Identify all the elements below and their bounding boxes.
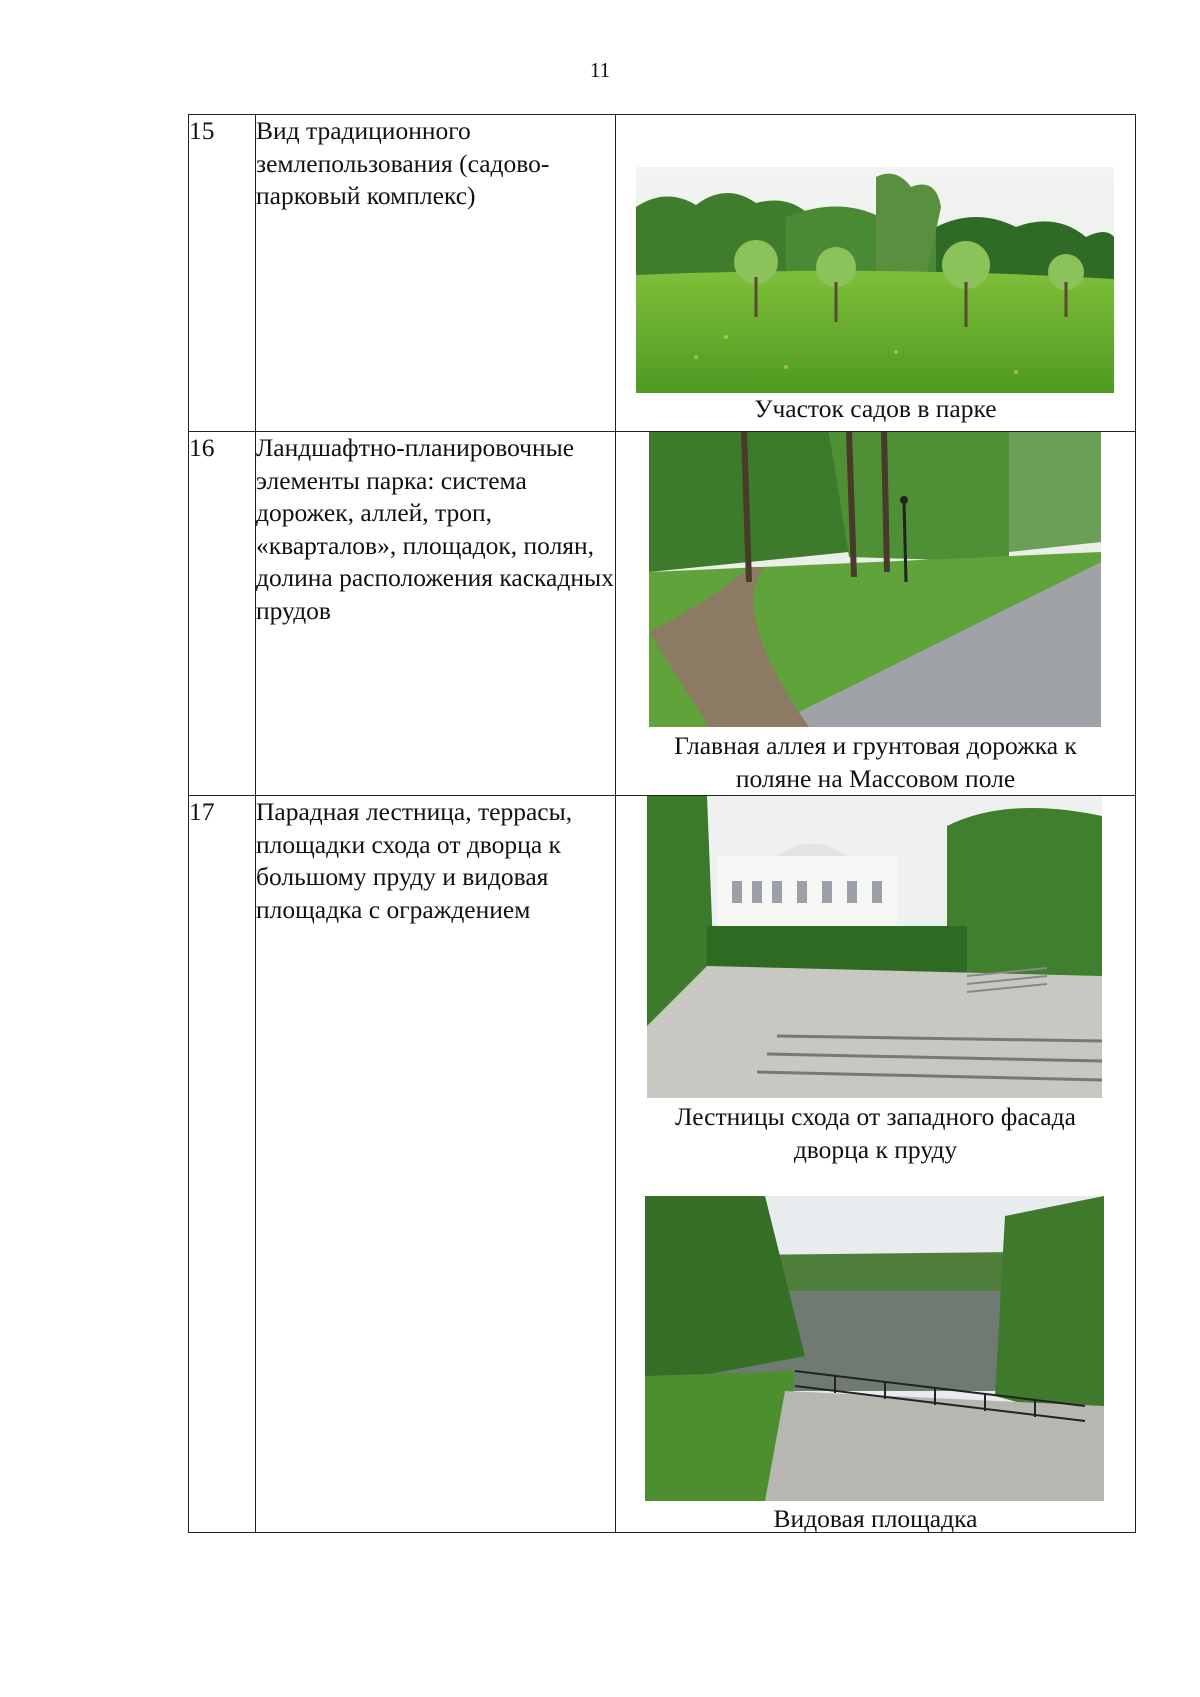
row-number: 16 — [189, 432, 256, 796]
heritage-elements-table — [188, 114, 1136, 1533]
table-row — [189, 115, 1136, 432]
page-number: 11 — [589, 58, 611, 82]
photo-cell — [616, 796, 1136, 1533]
row-number: 15 — [189, 115, 256, 432]
row-description: Парадная лестница, террасы, площадки схода от дворца к большому пруду и видовая площадка с ограждением — [256, 796, 616, 1533]
photo-cell — [616, 432, 1136, 796]
photo-caption: Главная аллея и грунтовая дорожка к поляне на Массовом поле — [674, 731, 1077, 793]
row-description: Ландшафтно-планировочные элементы парка: система дорожек, аллей, троп, «кварталов», площадок, полян, долина расположения каскадных прудов — [256, 432, 616, 796]
photo-caption: Участок садов в парке — [754, 394, 997, 423]
photo-caption: Лестницы схода от западного фасада дворца к пруду — [675, 1102, 1076, 1164]
garden-orchard-photo — [636, 167, 1114, 393]
main-alley-photo — [649, 432, 1101, 727]
table-row — [189, 796, 1136, 1533]
row-number: 17 — [189, 796, 256, 1533]
row-description: Вид традиционного землепользования (садово-парковый комплекс) — [256, 115, 616, 432]
photo-caption: Видовая площадка — [773, 1504, 978, 1533]
palace-staircase-photo — [647, 796, 1102, 1098]
viewing-platform-photo — [645, 1196, 1104, 1501]
photo-cell — [616, 115, 1136, 432]
table-row — [189, 432, 1136, 796]
